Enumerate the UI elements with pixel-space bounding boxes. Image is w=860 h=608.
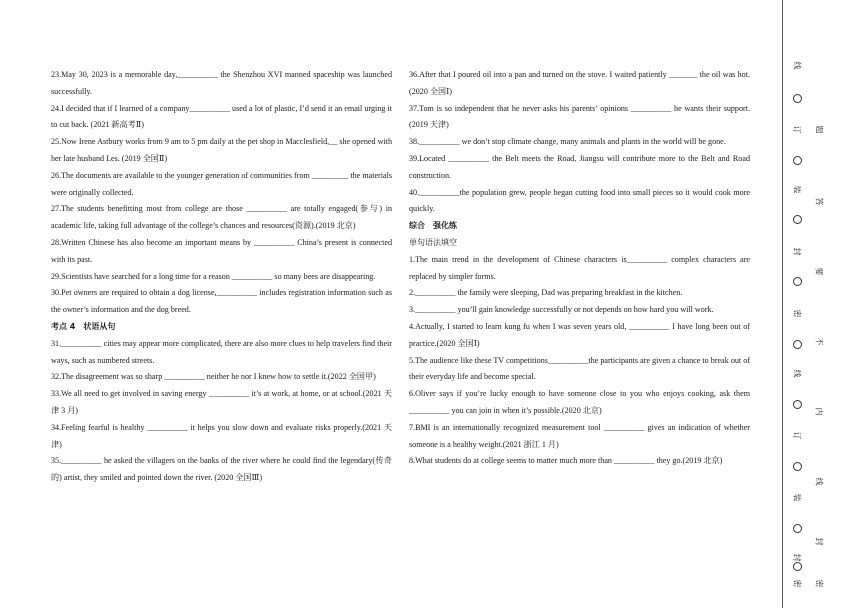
comp-question-4: 4.Actually, I started to learn kung fu when I was seven years old, __________ I have long been out of practice.(2020 全国Ⅰ) [409,321,750,348]
binding-line [782,0,783,608]
question-23: 23.May 30, 2023 is a memorable day,__________ the Shenzhou XVI manned spaceship was launched successfully. [51,70,392,96]
binding-hole-circle [793,156,802,165]
question-38: 38.__________ we don’t stop climate change, many animals and plants in the world will be gone. [409,137,726,147]
binding-hole-circle [793,524,802,533]
binding-margin [788,0,806,608]
notice-char: 要 [814,267,824,276]
right-column [409,67,750,470]
binding-hole-circle [793,340,802,349]
binding-char: 订 [792,431,802,440]
notice-char: 题 [814,125,824,134]
question-29: 29.Scientists have searched for a long time for a reason __________ so many bees are disappearing. [51,271,376,281]
question-26: 26.The documents are available to the younger generation of communities from _________ the materials were originally collected. [51,170,392,197]
comp-question-5: 5.The audience like these TV competitions__________the participants are given a chance to break out of their everyday life and become special. [409,355,750,382]
comp-question-3: 3.__________ you’ll gain knowledge successfully or not depends on how hard you will work. [409,305,714,315]
question-32: 32.The disagreement was so sharp __________ neither he nor I knew how to settle it.(2022 全国甲) [51,372,376,382]
binding-char: 装 [792,185,802,194]
question-35: 35.__________ he asked the villagers on the banks of the river where he could find the legendary(传奇的) artist, they smiled and pointed down the river. (2020 全国Ⅲ) [51,456,392,483]
question-33: 33.We all need to get involved in saving energy __________ it’s at work, at home, or at school.(2021 天津 3 月) [51,389,392,415]
question-34: 34.Feeling fearful is healthy __________ it helps you slow down and evaluate risks properly.(2021 天津) [51,422,392,449]
notice-char: 线 [814,477,824,486]
binding-hole-circle [793,400,802,409]
binding-notice [810,0,828,608]
binding-char: 密 [792,309,802,318]
notice-char: 答 [814,197,824,206]
question-24: 24.I decided that if I learned of a company__________ used a lot of plastic, I’d send it an email urging it to cut back. (2021 新高考Ⅱ) [51,103,392,130]
binding-char: 装 [792,493,802,502]
question-27: 27.The students benefitting most from college are those __________ are totally engaged(参与) in academic life, taking full advantage of the college’s chances and resources(资源).(2019 北京) [51,204,392,231]
comp-question-8: 8.What students do at college seems to matter much more than __________ they go.(2019 北京) [409,456,723,466]
question-36: 36.After that I poured oil into a pan and turned on the stove. I waited patiently _______ the oil was hot.(2020 全国Ⅰ) [409,70,750,96]
subsection-heading-fill-in: 单句语法填空 [409,237,457,247]
notice-char: 不 [814,337,824,346]
section-heading-comprehensive: 综合 强化练 [409,221,457,231]
comp-question-6: 6.Oliver says if you’re lucky enough to have someone close to you who enjoys cooking, ask them __________ you can join in when it’s possible.(2020 北京) [409,389,750,415]
binding-hole-circle [793,94,802,103]
binding-hole-circle [793,462,802,471]
question-30: 30.Pet owners are required to obtain a dog license,__________ includes registration information such as the owner’s information and the dog breed. [51,288,392,315]
binding-char: 封 [792,247,802,256]
question-25: 25.Now Irene Astbury works from 9 am to 5 pm daily at the pet shop in Macclesfield,__ she opened with her late husband Les. (2019 全国Ⅱ) [51,137,392,163]
left-column [51,67,392,487]
notice-char: 封 [814,537,824,546]
binding-hole-circle [793,277,802,286]
question-31: 31.__________ cities may appear more complicated, there are also more clues to help travelers find their ways, such as numbered streets. [51,338,392,365]
binding-char: 线 [792,61,802,70]
binding-char: 订 [792,125,802,134]
binding-hole-circle [793,562,802,571]
question-37: 37.Tom is so independent that he never asks his parents’ opinions __________ he wants their support.(2019 天津) [409,103,750,130]
notice-char: 内 [814,407,824,416]
notice-char: 密 [814,579,824,588]
question-28: 28.Written Chinese has also become an important means by __________ China’s present is connected with its past. [51,237,392,264]
section-heading-adverbial-clause: 考点 4 状语从句 [51,321,116,331]
binding-hole-circle [793,215,802,224]
binding-char: 线 [792,369,802,378]
comp-question-1: 1.The main trend in the development of Chinese characters is__________ complex characters are replaced by simpler forms. [409,254,750,281]
question-39: 39.Located __________ the Belt meets the Road, Jiangsu will contribute more to the Belt and Road construction. [409,153,750,180]
binding-char: 密 [792,579,802,588]
question-40: 40.__________the population grew, people began cutting food into small pieces so it would cook more quickly. [409,187,750,214]
comp-question-7: 7.BMI is an internationally recognized measurement tool __________ gives an indication of whether someone is a healthy weight.(2021 浙江 1 月) [409,422,750,449]
binding-char: 封 [792,553,802,562]
comp-question-2: 2.__________ the family were sleeping, Dad was preparing breakfast in the kitchen. [409,288,683,298]
